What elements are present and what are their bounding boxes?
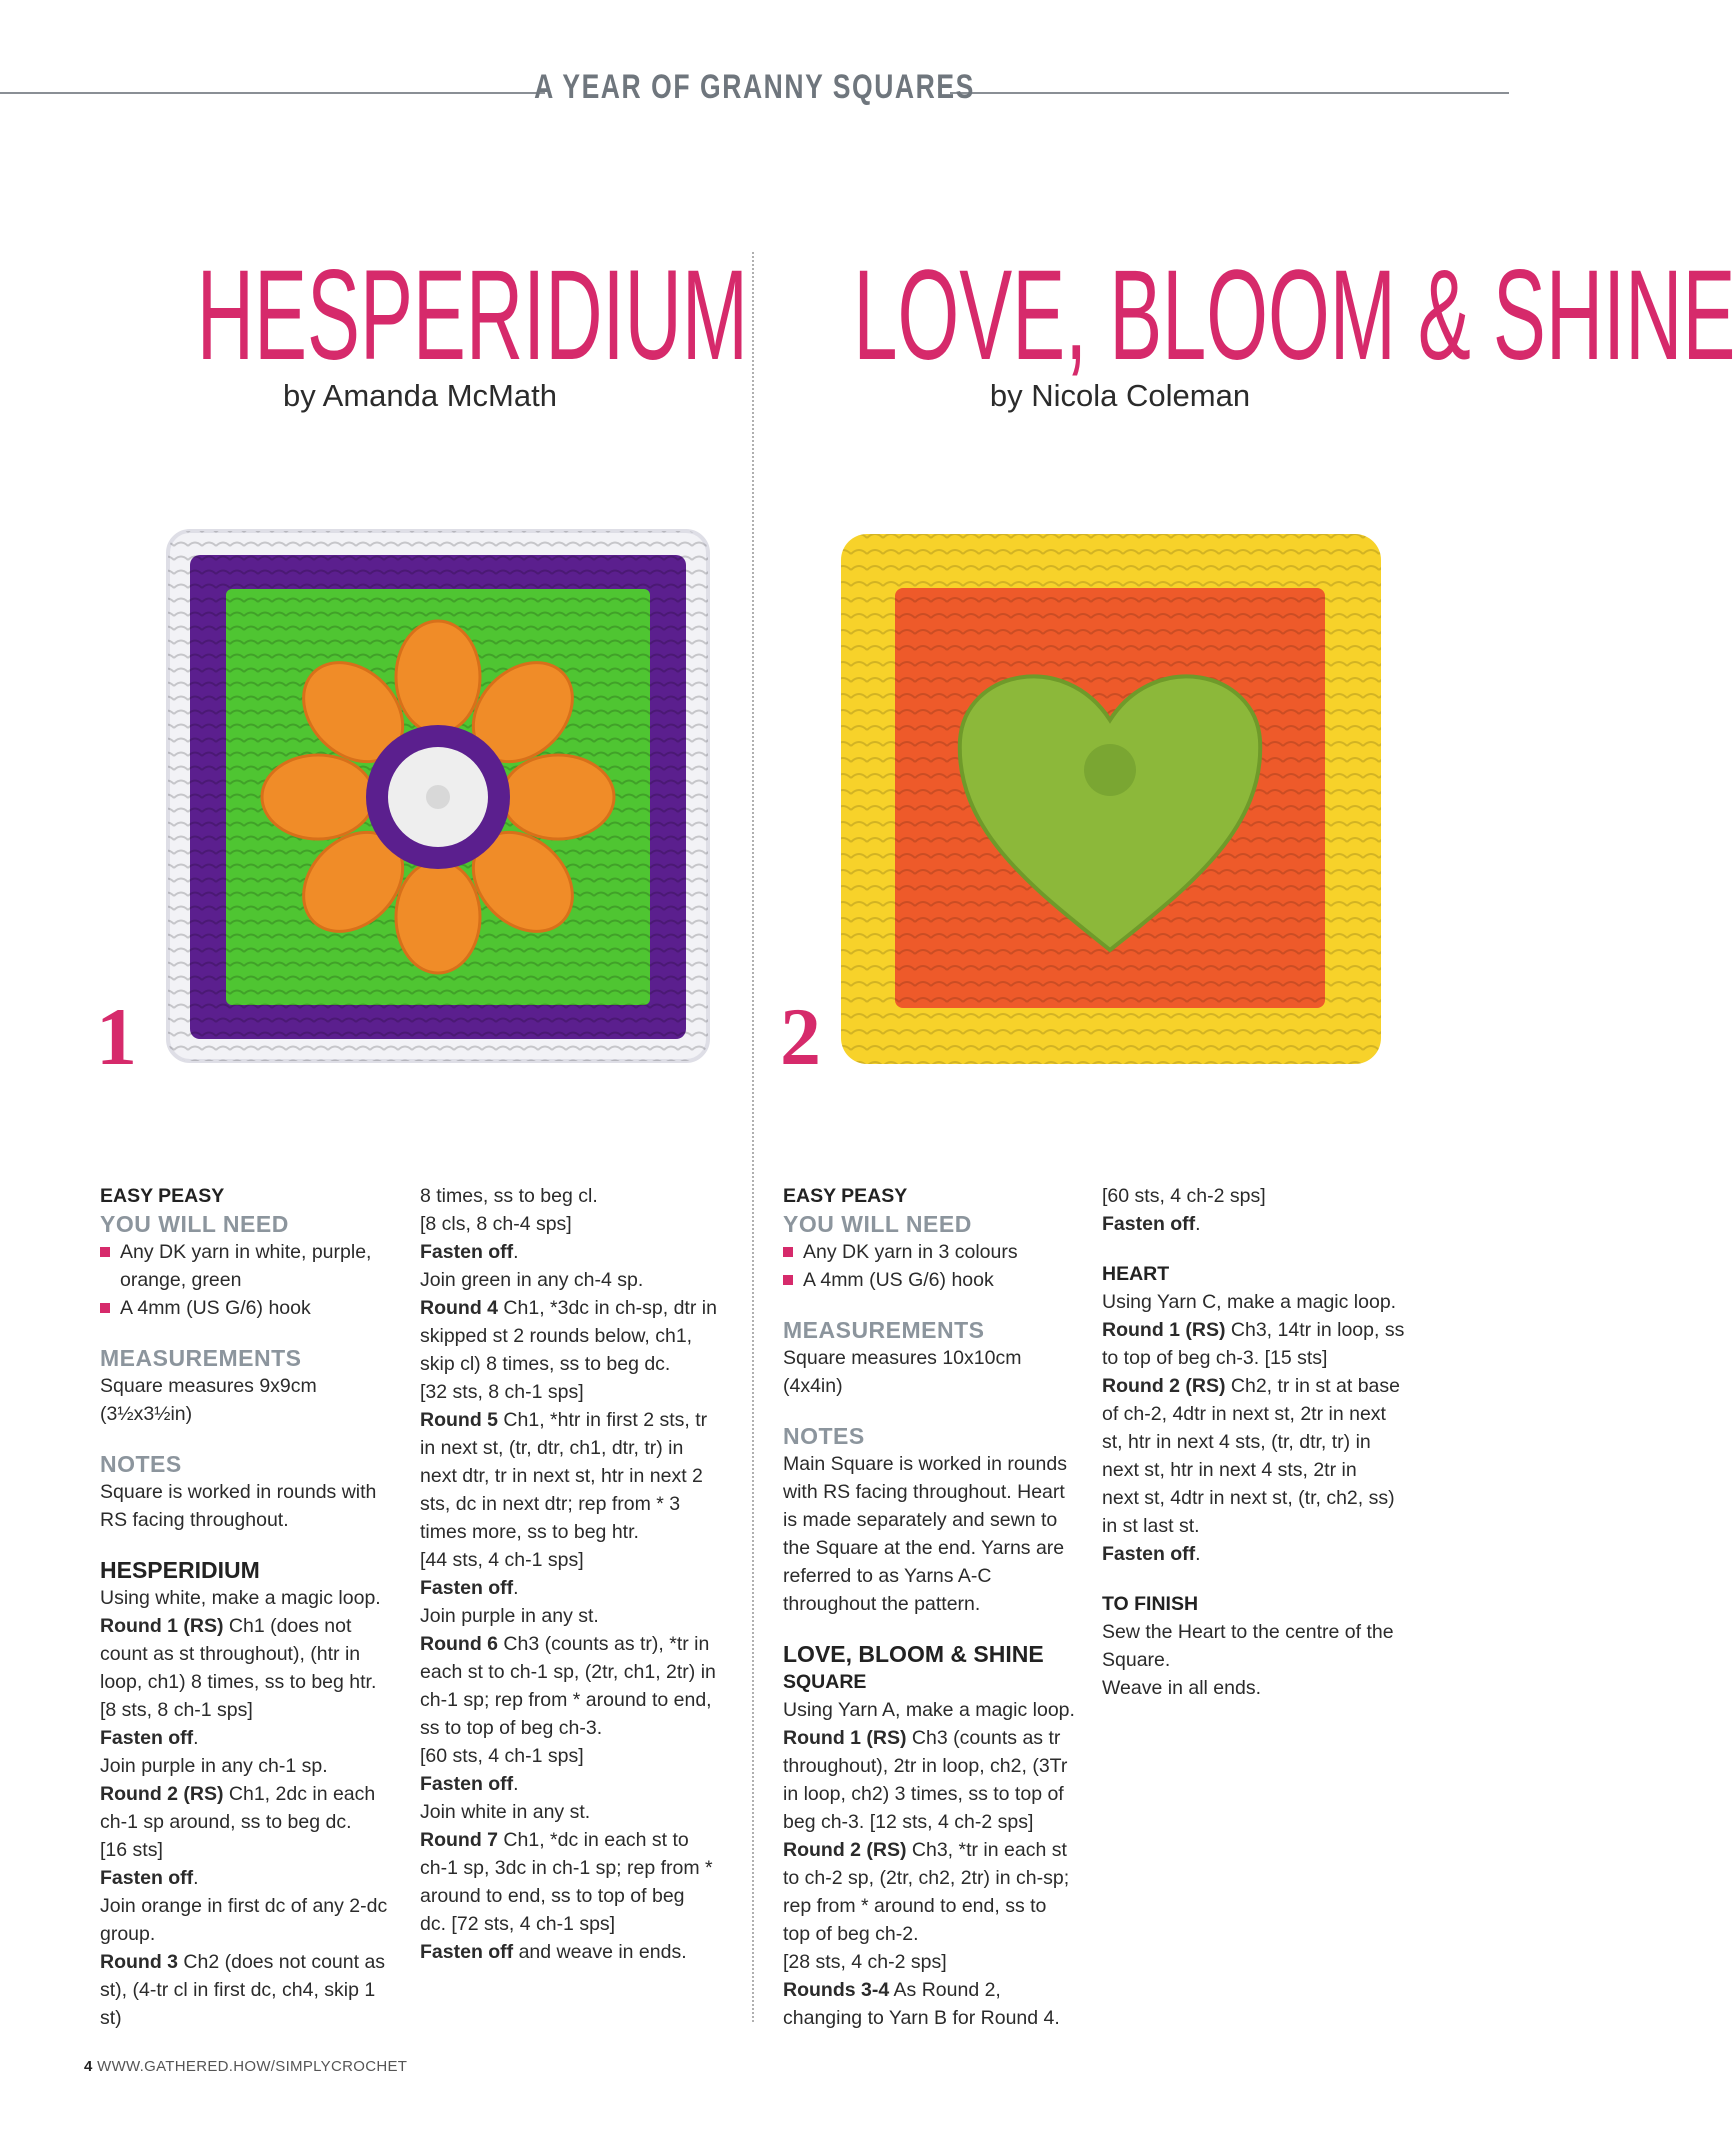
instruction-line — [100, 1612, 400, 1640]
instruction-text: Round 1 (RS) — [1102, 1319, 1226, 1341]
instruction-text: Ch2, tr in st at base — [1225, 1375, 1400, 1397]
instruction-text: Round 6 — [420, 1633, 498, 1655]
instruction-text: Fasten off — [420, 1241, 514, 1263]
pattern-number-1: 1 — [96, 991, 137, 1082]
instruction-text: Round 1 (RS) — [100, 1615, 224, 1637]
instruction-text: Round 3 — [100, 1951, 178, 1973]
notes-text: Square is worked in rounds with — [100, 1481, 377, 1503]
pattern-section-heading: HESPERIDIUM — [100, 1557, 260, 1583]
instruction-line: rep from * around to end, ss to — [783, 1895, 1047, 1917]
notes-text: with RS facing throughout. Heart — [783, 1481, 1065, 1503]
instruction-text: Round 2 (RS) — [1102, 1375, 1226, 1397]
byline-nicola: by Nicola Coleman — [989, 378, 1251, 413]
materials-yarn: Any DK yarn in 3 colours — [783, 1238, 1083, 1266]
instruction-text: Ch3, 14tr in loop, ss — [1225, 1319, 1405, 1341]
instruction-line: beg ch-3. [12 sts, 4 ch-2 sps] — [783, 1811, 1034, 1833]
heart-heading: HEART — [1102, 1263, 1170, 1285]
instruction-line: changing to Yarn B for Round 4. — [783, 2007, 1060, 2029]
instruction-line: of ch-2, 4dtr in next st, 2tr in next — [1102, 1403, 1386, 1425]
instruction-line: st), (4-tr cl in first dc, ch4, skip 1 st) — [100, 1979, 376, 2029]
instruction-text: Fasten off — [420, 1773, 514, 1795]
instruction-text: Ch1, 2dc in each — [223, 1783, 376, 1805]
skill-level: EASY PEASY — [783, 1185, 908, 1207]
instruction-line: Using Yarn C, make a magic loop. — [1102, 1291, 1397, 1313]
instruction-text: As Round 2, — [889, 1979, 1001, 2001]
notes-text: referred to as Yarns A-C — [783, 1565, 992, 1587]
instruction-text: Ch3, *tr in each st — [906, 1839, 1067, 1861]
instruction-text: Fasten off — [100, 1727, 194, 1749]
square-subheading: SQUARE — [783, 1671, 867, 1693]
instruction-line: in st last st. — [1102, 1515, 1200, 1537]
instruction-line: Fasten off. — [420, 1241, 519, 1263]
pattern-title-hesperidium: HESPERIDIUM — [196, 244, 748, 387]
notes-text: is made separately and sewn to — [783, 1509, 1058, 1531]
instruction-line: around to end, ss to top of beg — [420, 1885, 685, 1907]
instruction-line: ch-1 sp around, ss to beg dc. — [100, 1811, 352, 1833]
pattern-number-2: 2 — [780, 991, 821, 1082]
instruction-line: skipped st 2 rounds below, ch1, — [420, 1325, 693, 1347]
instruction-line: Join white in any st. — [420, 1801, 591, 1823]
instruction-line: times more, ss to beg htr. — [420, 1521, 639, 1543]
measurements-text: Square measures 10x10cm (4x4in) — [783, 1347, 1022, 1397]
instruction-line: Fasten off. — [420, 1773, 519, 1795]
instruction-line: next dtr, tr in next st, htr in next 2 — [420, 1465, 703, 1487]
instruction-line: st, htr in next 4 sts, (tr, dtr, tr) in — [1102, 1431, 1371, 1453]
instruction-line: Fasten off. — [1102, 1543, 1201, 1565]
instruction-line: Square. — [1102, 1649, 1171, 1671]
you-will-need-heading: YOU WILL NEED — [783, 1211, 972, 1237]
instruction-text: Ch1, *htr in first 2 sts, tr — [498, 1409, 708, 1431]
instruction-text: Ch2 (does not count as — [178, 1951, 386, 1973]
instruction-line: Using Yarn A, make a magic loop. — [783, 1699, 1075, 1721]
page-number: 4 — [84, 2058, 93, 2075]
skill-level: EASY PEASY — [100, 1185, 225, 1207]
left-col-1 — [100, 1182, 400, 2032]
instruction-line: in next st, (tr, dtr, ch1, dtr, tr) in — [420, 1437, 684, 1459]
instruction-line: ch-1 sp, 3dc in ch-1 sp; rep from * — [420, 1857, 713, 1879]
instruction-line: Join green in any ch-4 sp. — [420, 1269, 644, 1291]
pattern-title-love-bloom-shine: LOVE, BLOOM & SHINE — [853, 244, 1735, 387]
measurements-text: Square measures 9x9cm — [100, 1375, 317, 1397]
love-bloom-shine-square-photo — [835, 530, 1390, 1070]
materials-hook: A 4mm (US G/6) hook — [783, 1266, 1083, 1294]
instruction-line — [1102, 1372, 1412, 1400]
instruction-line: [16 sts] — [100, 1839, 163, 1861]
instruction-line — [420, 1826, 730, 1854]
instruction-line: skip cl) 8 times, ss to beg dc. — [420, 1353, 671, 1375]
instruction-text: Ch1, *dc in each st to — [498, 1829, 689, 1851]
instruction-text: and weave in ends. — [513, 1941, 687, 1963]
instruction-line — [420, 1630, 730, 1658]
instruction-line: sts, dc in next dtr; rep from * 3 — [420, 1493, 681, 1515]
instruction-text: Ch3 (counts as tr — [906, 1727, 1061, 1749]
instruction-line: Join orange in first dc of any 2-dc — [100, 1895, 388, 1917]
instruction-text: Fasten off — [100, 1867, 194, 1889]
instruction-line: dc. [72 sts, 4 ch-1 sps] — [420, 1913, 616, 1935]
instruction-line: to top of beg ch-3. [15 sts] — [1102, 1347, 1328, 1369]
instruction-text: Round 7 — [420, 1829, 498, 1851]
instruction-line: [8 sts, 8 ch-1 sps] — [100, 1699, 253, 1721]
notes-text: throughout the pattern. — [783, 1593, 981, 1615]
notes-text: Main Square is worked in rounds — [783, 1453, 1067, 1475]
instruction-line: next st, 4dtr in next st, (tr, ch2, ss) — [1102, 1487, 1395, 1509]
instruction-line: [60 sts, 4 ch-1 sps] — [420, 1745, 584, 1767]
instruction-line: each st to ch-1 sp, (2tr, ch1, 2tr) in — [420, 1661, 716, 1683]
instruction-line: group. — [100, 1923, 156, 1945]
materials-yarn: Any DK yarn in white, purple, — [100, 1238, 400, 1266]
instruction-line: Fasten off. — [100, 1727, 199, 1749]
instruction-line — [100, 1948, 400, 1976]
to-finish-heading: TO FINISH — [1102, 1593, 1199, 1615]
notes-text: the Square at the end. Yarns are — [783, 1537, 1065, 1559]
instruction-text: Round 4 — [420, 1297, 498, 1319]
instruction-line — [783, 1724, 1083, 1752]
instruction-line: [60 sts, 4 ch-2 sps] — [1102, 1185, 1266, 1207]
materials-yarn-cont: orange, green — [120, 1269, 242, 1291]
instruction-line: [44 sts, 4 ch-1 sps] — [420, 1549, 584, 1571]
instruction-line: ch-1 sp; rep from * around to end, — [420, 1689, 712, 1711]
page-footer — [84, 2058, 407, 2075]
instruction-line: in loop, ch2) 3 times, ss to top of — [783, 1783, 1064, 1805]
instruction-line — [1102, 1316, 1412, 1344]
magazine-section-title: A YEAR OF GRANNY SQUARES — [534, 68, 975, 106]
instruction-line: Join purple in any ch-1 sp. — [100, 1755, 328, 1777]
measurements-heading: MEASUREMENTS — [100, 1345, 302, 1371]
instruction-line: [8 cls, 8 ch-4 sps] — [420, 1213, 572, 1235]
instruction-line: ss to top of beg ch-3. — [420, 1717, 603, 1739]
instruction-text: Fasten off — [1102, 1213, 1196, 1235]
instruction-line — [783, 1976, 1083, 2004]
instruction-line: Weave in all ends. — [1102, 1677, 1261, 1699]
instruction-line — [420, 1294, 730, 1322]
instruction-line — [100, 1780, 400, 1808]
instruction-text: Fasten off — [420, 1941, 514, 1963]
notes-heading: NOTES — [100, 1451, 182, 1477]
instruction-text: Ch3 (counts as tr), *tr in — [498, 1633, 710, 1655]
notes-text-cont: RS facing throughout. — [100, 1509, 289, 1531]
instruction-line: count as st throughout), (htr in — [100, 1643, 361, 1665]
instruction-line: top of beg ch-2. — [783, 1923, 919, 1945]
instruction-line: [28 sts, 4 ch-2 sps] — [783, 1951, 947, 1973]
instruction-line: throughout), 2tr in loop, ch2, (3Tr — [783, 1755, 1068, 1777]
instruction-line: [32 sts, 8 ch-1 sps] — [420, 1381, 584, 1403]
instruction-line: Using white, make a magic loop. — [100, 1587, 381, 1609]
notes-heading: NOTES — [783, 1423, 865, 1449]
instruction-text: Fasten off — [420, 1577, 514, 1599]
instruction-line: Fasten off. — [1102, 1213, 1201, 1235]
instruction-text: Rounds 3-4 — [783, 1979, 890, 2001]
pattern-section-heading: LOVE, BLOOM & SHINE — [783, 1641, 1044, 1667]
instruction-line: Sew the Heart to the centre of the — [1102, 1621, 1394, 1643]
measurements-heading: MEASUREMENTS — [783, 1317, 985, 1343]
instruction-text: Round 1 (RS) — [783, 1727, 907, 1749]
instruction-line — [420, 1406, 730, 1434]
instruction-line: Join purple in any st. — [420, 1605, 599, 1627]
left-col-2 — [420, 1182, 730, 1966]
column-divider — [752, 252, 754, 2022]
instruction-text: Round 2 (RS) — [783, 1839, 907, 1861]
byline-amanda: by Amanda McMath — [283, 378, 557, 413]
hesperidium-square-photo — [160, 525, 720, 1070]
instruction-text: Ch1 (does not — [223, 1615, 352, 1637]
measurements-text-imperial: (3½x3½in) — [100, 1403, 193, 1425]
materials-hook: A 4mm (US G/6) hook — [100, 1294, 400, 1322]
instruction-line: to ch-2 sp, (2tr, ch2, 2tr) in ch-sp; — [783, 1867, 1070, 1889]
right-col-2 — [1102, 1182, 1412, 1702]
instruction-line: next st, htr in next 4 sts, 2tr in — [1102, 1459, 1357, 1481]
instruction-text: Fasten off — [1102, 1543, 1196, 1565]
footer-url[interactable]: WWW.GATHERED.HOW/SIMPLYCROCHET — [97, 2058, 408, 2075]
instruction-line: 8 times, ss to beg cl. — [420, 1185, 598, 1207]
instruction-line: loop, ch1) 8 times, ss to beg htr. — [100, 1671, 377, 1693]
instruction-text: Round 2 (RS) — [100, 1783, 224, 1805]
instruction-line — [783, 1836, 1083, 1864]
instruction-text: Round 5 — [420, 1409, 498, 1431]
you-will-need-heading: YOU WILL NEED — [100, 1211, 289, 1237]
instruction-line: Fasten off. — [100, 1867, 199, 1889]
instruction-text: Ch1, *3dc in ch-sp, dtr in — [498, 1297, 717, 1319]
right-col-1 — [783, 1182, 1083, 2032]
instruction-line — [420, 1938, 730, 1966]
instruction-line: Fasten off. — [420, 1577, 519, 1599]
